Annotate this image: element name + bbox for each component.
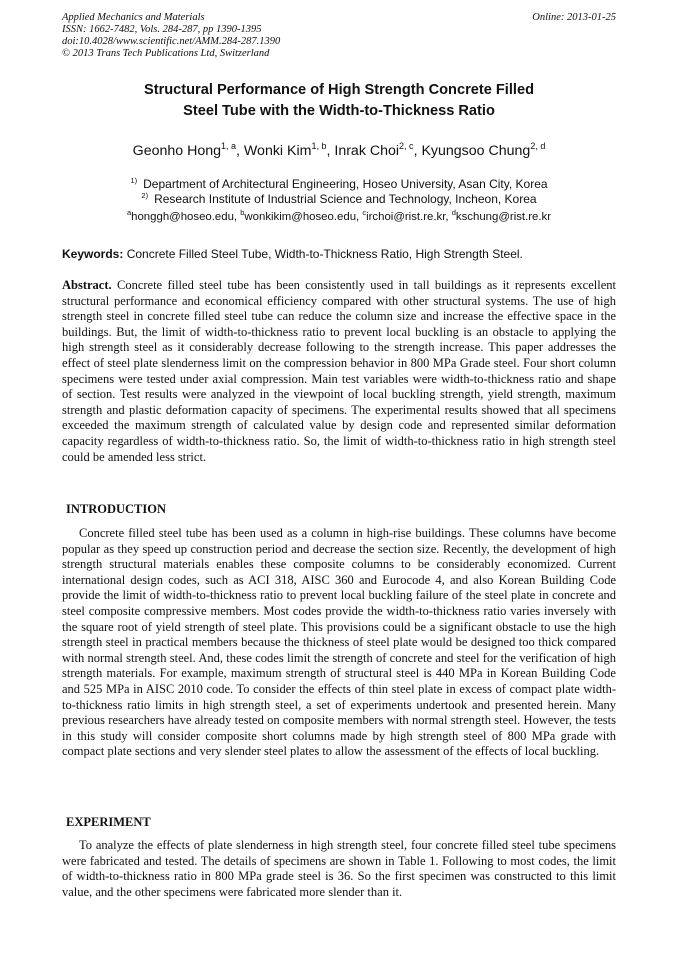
keywords	[62, 247, 616, 262]
author: Kyungsoo Chung$^{2, d}$	[421, 141, 546, 159]
online-date: Online: 2013-01-25	[532, 12, 616, 23]
issn-line: ISSN: 1662-7482, Vols. 284-287, pp 1390-1395	[62, 24, 262, 35]
abstract-label: Abstract.	[62, 278, 112, 292]
author: Geonho Hong$^{1, a}$,	[132, 141, 244, 159]
journal-header	[62, 12, 280, 60]
paper-title	[62, 80, 616, 122]
keywords-label: Keywords:	[62, 247, 124, 261]
affiliations	[62, 177, 616, 207]
journal-name: Applied Mechanics and Materials	[62, 12, 205, 23]
affiliation-1: $^{1)}$ Department of Architectural Engineering, Hoseo University, Asan City, Korea	[130, 176, 548, 191]
title-line-1: Structural Performance of High Strength Concrete Filled	[143, 82, 535, 98]
experiment-section	[62, 838, 616, 900]
introduction-paragraph: Concrete filled steel tube has been used as a column in high-rise buildings. These columns have become popular as they speed up construction period and decrease the section size. Recently, the development of high strength structural materials enables these composite columns to be considerably economized. Current international design codes, such as ACI 318, AISC 360 and Eurocode 4, and also Korean Building Code provide the limit of width-to-thickness ratio to prevent local buckling failure of the steel plate in concrete and steel composite compressive members. Most codes provide the width-to-thickness ratio varies inversely with the square root of yield strength of steel plate. This provisions could be a significant obstacle to use the high strength steel in practical members because the thickness of steel plate would be designed too thick compared with normal strength steel. And, these codes limit the strength of concrete and steel for the verification of high strength materials. For example, maximum strength of structural steel is 440 MPa in Korean Building Code and 525 MPa in AISC 2010 code. To consider the effects of thin steel plate in excess of compact plate width-to-thickness ratio limits in high strength steel, a set of experiments undertook and presented herein. Many previous researchers have already tested on composite members with normal strength steel. However, the tests in this study will consider composite short columns made by high strength steel of 800 MPa grade with compact plate sections and very slender steel plates to allow the assessment of the effects of local buckling.	[62, 526, 616, 759]
author: Inrak Choi$^{2, c}$,	[334, 141, 422, 159]
email: $^d$kschung@rist.re.kr	[451, 208, 552, 223]
experiment-heading: EXPERIMENT	[66, 815, 151, 829]
email: $^a$honggh@hoseo.edu,	[126, 208, 241, 223]
doi-line: doi:10.4028/www.scientific.net/AMM.284-287.1390	[62, 36, 281, 47]
title-line-2: Steel Tube with the Width-to-Thickness Ratio	[183, 103, 495, 119]
copyright-line: © 2013 Trans Tech Publications Ltd, Switzerland	[62, 48, 270, 59]
email: $^b$wonkikim@hoseo.edu,	[240, 208, 363, 223]
keywords-text: Concrete Filled Steel Tube, Width-to-Thickness Ratio, High Strength Steel.	[123, 247, 523, 261]
introduction-section	[62, 526, 616, 760]
affiliation-2: $^{2)}$ Research Institute of Industrial Science and Technology, Incheon, Korea	[141, 191, 537, 206]
email-list	[62, 210, 616, 225]
experiment-paragraph: To analyze the effects of plate slenderness in high strength steel, four concrete filled steel tube specimens were fabricated and tested. The details of specimens are shown in Table 1. Following to most codes, the limit of width-to-thickness ratio in 800 MPa grade steel is 36. So the first specimen was constructed to this limit value, and the other specimens were fabricated more slender than it.	[62, 838, 616, 899]
introduction-heading: INTRODUCTION	[66, 502, 167, 516]
abstract	[62, 278, 616, 465]
author: Wonki Kim$^{1, b}$,	[243, 141, 335, 159]
author-list	[62, 141, 616, 161]
abstract-text: Concrete filled steel tube has been consistently used in tall buildings as it represents excellent structural performance and economical efficiency compared with other structural systems. The use of high strength steel in concrete filled steel tube can reduce the column size and increase the effective space in the buildings. But, the limit of width-to-thickness ratio to prevent local buckling is an obstacle to applying the high strength steel as it considerably decrease following to the strength increase. This paper addresses the effect of steel plate slenderness limit on the compression behavior in 800 MPa Grade steel. Four short column specimens were tested under axial compression. Main test variables were width-to-thickness ratio and shape of section. Test results were analyzed in the viewpoint of local buckling strength, yield strength, maximum strength and plastic deformation capacity of specimens. The experimental results showed that all specimens exceeded the maximum strength of calculated value by design code and represented similar deformation capacity regardless of width-to-thickness ratio. So, the limit of width-to-thickness ratio in high strength steel could be amended less strict.	[62, 278, 616, 464]
email: $^c$irchoi@rist.re.kr,	[362, 208, 452, 223]
